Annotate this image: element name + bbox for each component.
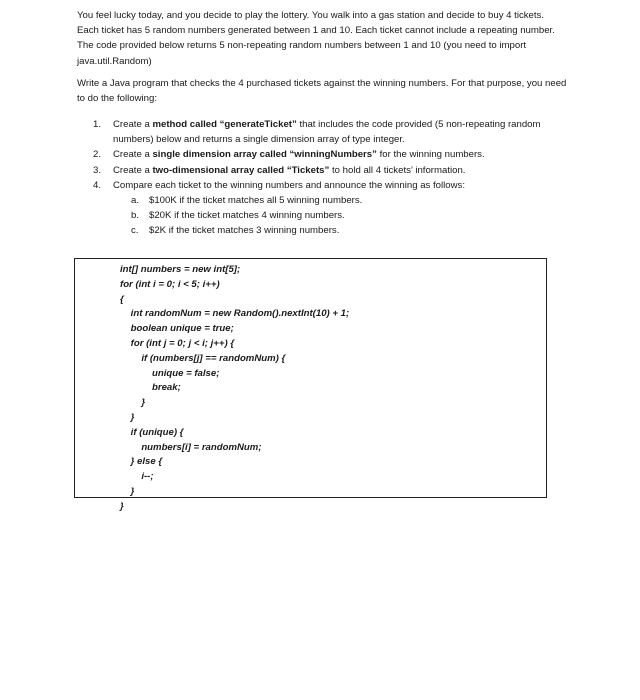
code-line: int randomNum = new Random().nextInt(10) + 1; bbox=[120, 308, 350, 320]
step-number: 1. bbox=[93, 119, 102, 130]
prize-item bbox=[131, 223, 553, 238]
prize-letter: c. bbox=[131, 225, 139, 237]
prize-letter: a. bbox=[131, 195, 140, 207]
step-number: 4. bbox=[93, 179, 102, 191]
code-line: if (numbers[j] == randomNum) { bbox=[120, 352, 286, 364]
step-item bbox=[93, 117, 553, 147]
prize-item bbox=[131, 193, 553, 208]
step-text-bold: method called “generateTicket” bbox=[152, 119, 297, 130]
step-text-post: that includes the code provided (5 non-repeating random numbers) below and returns a single dimension array of type integer. bbox=[113, 119, 541, 146]
step-number: 3. bbox=[93, 164, 102, 176]
step-text-pre: Create a bbox=[113, 119, 153, 130]
code-line: i--; bbox=[120, 471, 154, 483]
steps-list bbox=[93, 117, 553, 239]
prize-text: $100K if the ticket matches all 5 winning numbers. bbox=[149, 195, 363, 207]
step-text-bold: single dimension array called “winningNumbers” bbox=[152, 149, 377, 161]
step-text-post: to hold all 4 tickets’ information. bbox=[329, 164, 466, 176]
step-text: Compare each ticket to the winning numbers and announce the winning as follows: bbox=[113, 179, 465, 191]
step-item bbox=[93, 178, 553, 239]
step-text-bold: two-dimensional array called “Tickets” bbox=[152, 164, 330, 176]
prize-text: $20K if the ticket matches 4 winning numbers. bbox=[149, 210, 345, 222]
code-line: } bbox=[120, 485, 135, 497]
intro-paragraph: You feel lucky today, and you decide to play the lottery. You walk into a gas station and decide to buy 4 tickets. Each ticket has 5 random numbers generated between 1 and 10. Each ticket cannot include a repeating number. The code provided below returns 5 non-repeating random numbers between 1 and 10 (you need to import java.util.Random) bbox=[77, 10, 555, 67]
code-line: } bbox=[120, 397, 146, 409]
code-line: if (unique) { bbox=[120, 426, 184, 438]
code-line: { bbox=[120, 293, 124, 305]
code-line: for (int j = 0; j < i; j++) { bbox=[120, 337, 235, 349]
step-number: 2. bbox=[93, 149, 102, 161]
code-line: boolean unique = true; bbox=[120, 323, 234, 335]
code-block bbox=[120, 263, 349, 515]
code-line: numbers[i] = randomNum; bbox=[120, 441, 262, 453]
step-text-post: for the winning numbers. bbox=[376, 149, 485, 161]
code-line: } else { bbox=[120, 456, 163, 468]
code-line: int[] numbers = new int[5]; bbox=[120, 264, 241, 275]
step-text-pre: Create a bbox=[113, 149, 153, 161]
step-text-pre: Create a bbox=[113, 164, 153, 176]
prize-letter: b. bbox=[131, 210, 140, 222]
prize-list bbox=[113, 193, 553, 239]
code-line: break; bbox=[120, 382, 181, 394]
prize-text: $2K if the ticket matches 3 winning numbers. bbox=[149, 225, 340, 237]
code-box bbox=[74, 258, 547, 512]
code-line: } bbox=[120, 500, 124, 512]
code-line: for (int i = 0; i < 5; i++) bbox=[120, 278, 220, 290]
task-paragraph: Write a Java program that checks the 4 purchased tickets against the winning numbers. For that purpose, you need to do the following: bbox=[77, 78, 567, 105]
step-item bbox=[93, 147, 553, 162]
prize-item bbox=[131, 208, 553, 223]
code-line: unique = false; bbox=[120, 367, 220, 379]
code-line: } bbox=[120, 411, 135, 423]
step-item bbox=[93, 163, 553, 178]
